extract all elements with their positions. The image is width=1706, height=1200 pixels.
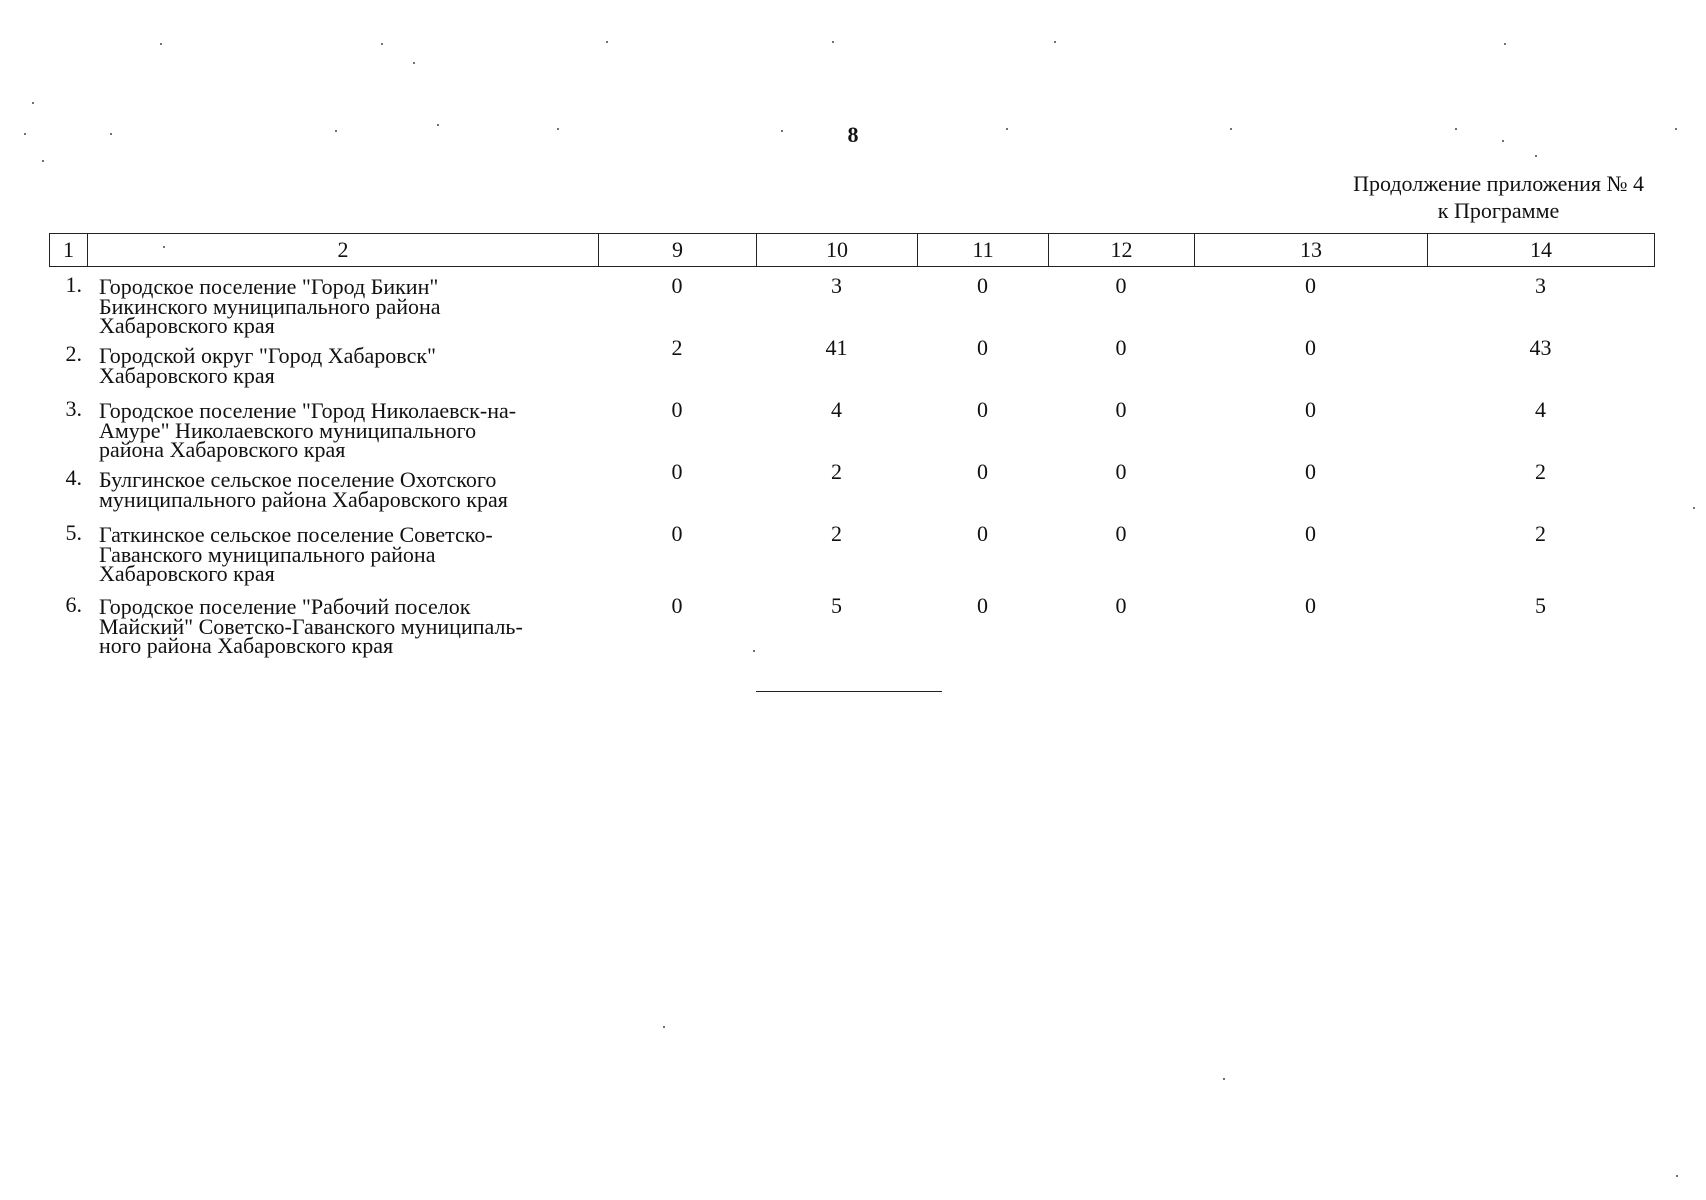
scan-speck: [1676, 1175, 1678, 1177]
municipality-name-line: Городское поселение "Город Николаевск-на-: [99, 398, 517, 423]
row-number: 5.: [65, 520, 82, 545]
value-col-11: 0: [977, 335, 988, 360]
header-cell-col-14: 14: [1428, 234, 1655, 267]
value-col-10: 2: [831, 459, 842, 484]
scan-speck: [42, 160, 44, 162]
municipality-name-line: Амуре" Николаевского муниципального: [99, 417, 477, 443]
header-cell-col-12: 12: [1049, 234, 1195, 267]
scan-speck: [663, 1026, 665, 1028]
row-number: 4.: [65, 465, 82, 490]
scan-speck: [335, 130, 337, 132]
value-col-11: 0: [977, 521, 988, 546]
scan-speck: [1223, 1078, 1225, 1080]
scan-speck: [753, 650, 755, 652]
row-number: 6.: [65, 592, 82, 617]
value-col-11: 0: [977, 593, 988, 618]
municipality-name: [99, 467, 639, 512]
value-col-12: 0: [1115, 459, 1127, 484]
value-col-13: 0: [1305, 397, 1316, 422]
value-col-9: 0: [671, 521, 683, 546]
value-col-13: 0: [1305, 593, 1316, 618]
municipality-name-line: Городское поселение "Город Бикин": [99, 274, 439, 299]
value-col-11: 0: [977, 459, 988, 484]
header-cell-col-1: 1: [50, 234, 88, 267]
value-col-10: 4: [831, 397, 842, 422]
value-col-10: 41: [825, 335, 848, 360]
header-cell-col-2: 2: [88, 234, 599, 267]
municipality-name-line: Хабаровского края: [99, 362, 275, 388]
municipality-name-line: Майский" Советско-Гаванского муниципаль-: [99, 613, 523, 639]
value-col-10: 3: [831, 273, 842, 298]
municipality-name: [99, 522, 639, 586]
scan-speck: [32, 102, 34, 104]
scan-speck: [1054, 41, 1056, 43]
page-number: 8: [847, 122, 859, 147]
scan-speck: [606, 41, 608, 43]
value-col-12: 0: [1115, 335, 1127, 360]
scan-speck: [1006, 128, 1008, 130]
value-col-11: 0: [977, 273, 988, 298]
row-number: 2.: [65, 341, 82, 366]
header-cell-col-9: 9: [599, 234, 757, 267]
value-col-13: 0: [1305, 521, 1316, 546]
value-col-14: 43: [1529, 335, 1552, 360]
header-cell-col-11: 11: [918, 234, 1049, 267]
data-table-body: [49, 272, 1654, 661]
appendix-note: [1353, 170, 1644, 224]
municipality-name-line: Булгинское сельское поселение Охотского: [99, 467, 497, 492]
value-col-14: 2: [1535, 459, 1546, 484]
table-row: [49, 461, 1654, 523]
value-col-14: 4: [1535, 397, 1546, 422]
value-col-12: 0: [1115, 397, 1127, 422]
scan-speck: [1230, 128, 1232, 130]
column-number-header: [49, 233, 1655, 267]
table-row: [49, 396, 1654, 462]
scan-speck: [1455, 128, 1457, 130]
appendix-note-line-1: Продолжение приложения № 4: [1353, 171, 1644, 196]
municipality-name: [99, 274, 639, 338]
scan-speck: [1693, 507, 1695, 509]
header-cell-col-13: 13: [1195, 234, 1428, 267]
municipality-name: [99, 398, 639, 462]
table-end-rule: [756, 691, 942, 692]
municipality-name-line: района Хабаровского края: [99, 437, 346, 462]
value-col-9: 0: [671, 593, 683, 618]
value-col-10: 2: [831, 521, 842, 546]
municipality-name-line: Гаванского муниципального района: [99, 541, 436, 567]
municipality-name-line: Городское поселение "Рабочий поселок: [99, 594, 471, 619]
scan-speck: [163, 246, 165, 248]
scan-speck: [24, 133, 26, 135]
municipality-name-line: Бикинского муниципального района: [99, 293, 441, 319]
scan-speck: [110, 133, 112, 135]
scan-speck: [781, 130, 783, 132]
table-row: [49, 272, 1654, 338]
row-number: 3.: [65, 396, 82, 421]
header-cell-col-10: 10: [757, 234, 918, 267]
table-row: [49, 592, 1654, 661]
value-col-13: 0: [1305, 273, 1316, 298]
value-col-14: 3: [1535, 273, 1546, 298]
scan-speck: [413, 62, 415, 64]
value-col-14: 2: [1535, 521, 1546, 546]
value-col-9: 0: [671, 273, 683, 298]
value-col-12: 0: [1115, 521, 1127, 546]
municipality-name: [99, 594, 639, 658]
scan-speck: [381, 43, 383, 45]
scan-speck: [1675, 128, 1677, 130]
municipality-name: [99, 343, 639, 388]
municipality-name-line: Гаткинское сельское поселение Советско-: [99, 522, 493, 547]
value-col-12: 0: [1115, 273, 1127, 298]
scan-speck: [160, 43, 162, 45]
table-row: [49, 337, 1654, 399]
header-row: [50, 234, 1655, 267]
municipality-name-line: Городской округ "Город Хабаровск": [99, 343, 437, 368]
table-row: [49, 520, 1654, 595]
municipality-name-line: муниципального района Хабаровского края: [99, 486, 508, 512]
row-number: 1.: [65, 272, 82, 297]
scan-speck: [437, 124, 439, 126]
value-col-12: 0: [1115, 593, 1127, 618]
scan-speck: [1535, 155, 1537, 157]
value-col-10: 5: [831, 593, 842, 618]
scan-speck: [1502, 140, 1504, 142]
value-col-13: 0: [1305, 335, 1316, 360]
value-col-14: 5: [1535, 593, 1546, 618]
scan-speck: [832, 41, 834, 43]
value-col-11: 0: [977, 397, 988, 422]
scan-speck: [1504, 43, 1506, 45]
municipality-name-line: ного района Хабаровского края: [99, 633, 394, 658]
value-col-9: 2: [671, 335, 683, 360]
scan-speck: [557, 128, 559, 130]
appendix-note-line-2: к Программе: [1437, 198, 1560, 223]
value-col-9: 0: [671, 397, 683, 422]
municipality-name-line: Хабаровского края: [99, 313, 275, 338]
value-col-13: 0: [1305, 459, 1316, 484]
municipality-name-line: Хабаровского края: [99, 561, 275, 586]
value-col-9: 0: [671, 459, 683, 484]
